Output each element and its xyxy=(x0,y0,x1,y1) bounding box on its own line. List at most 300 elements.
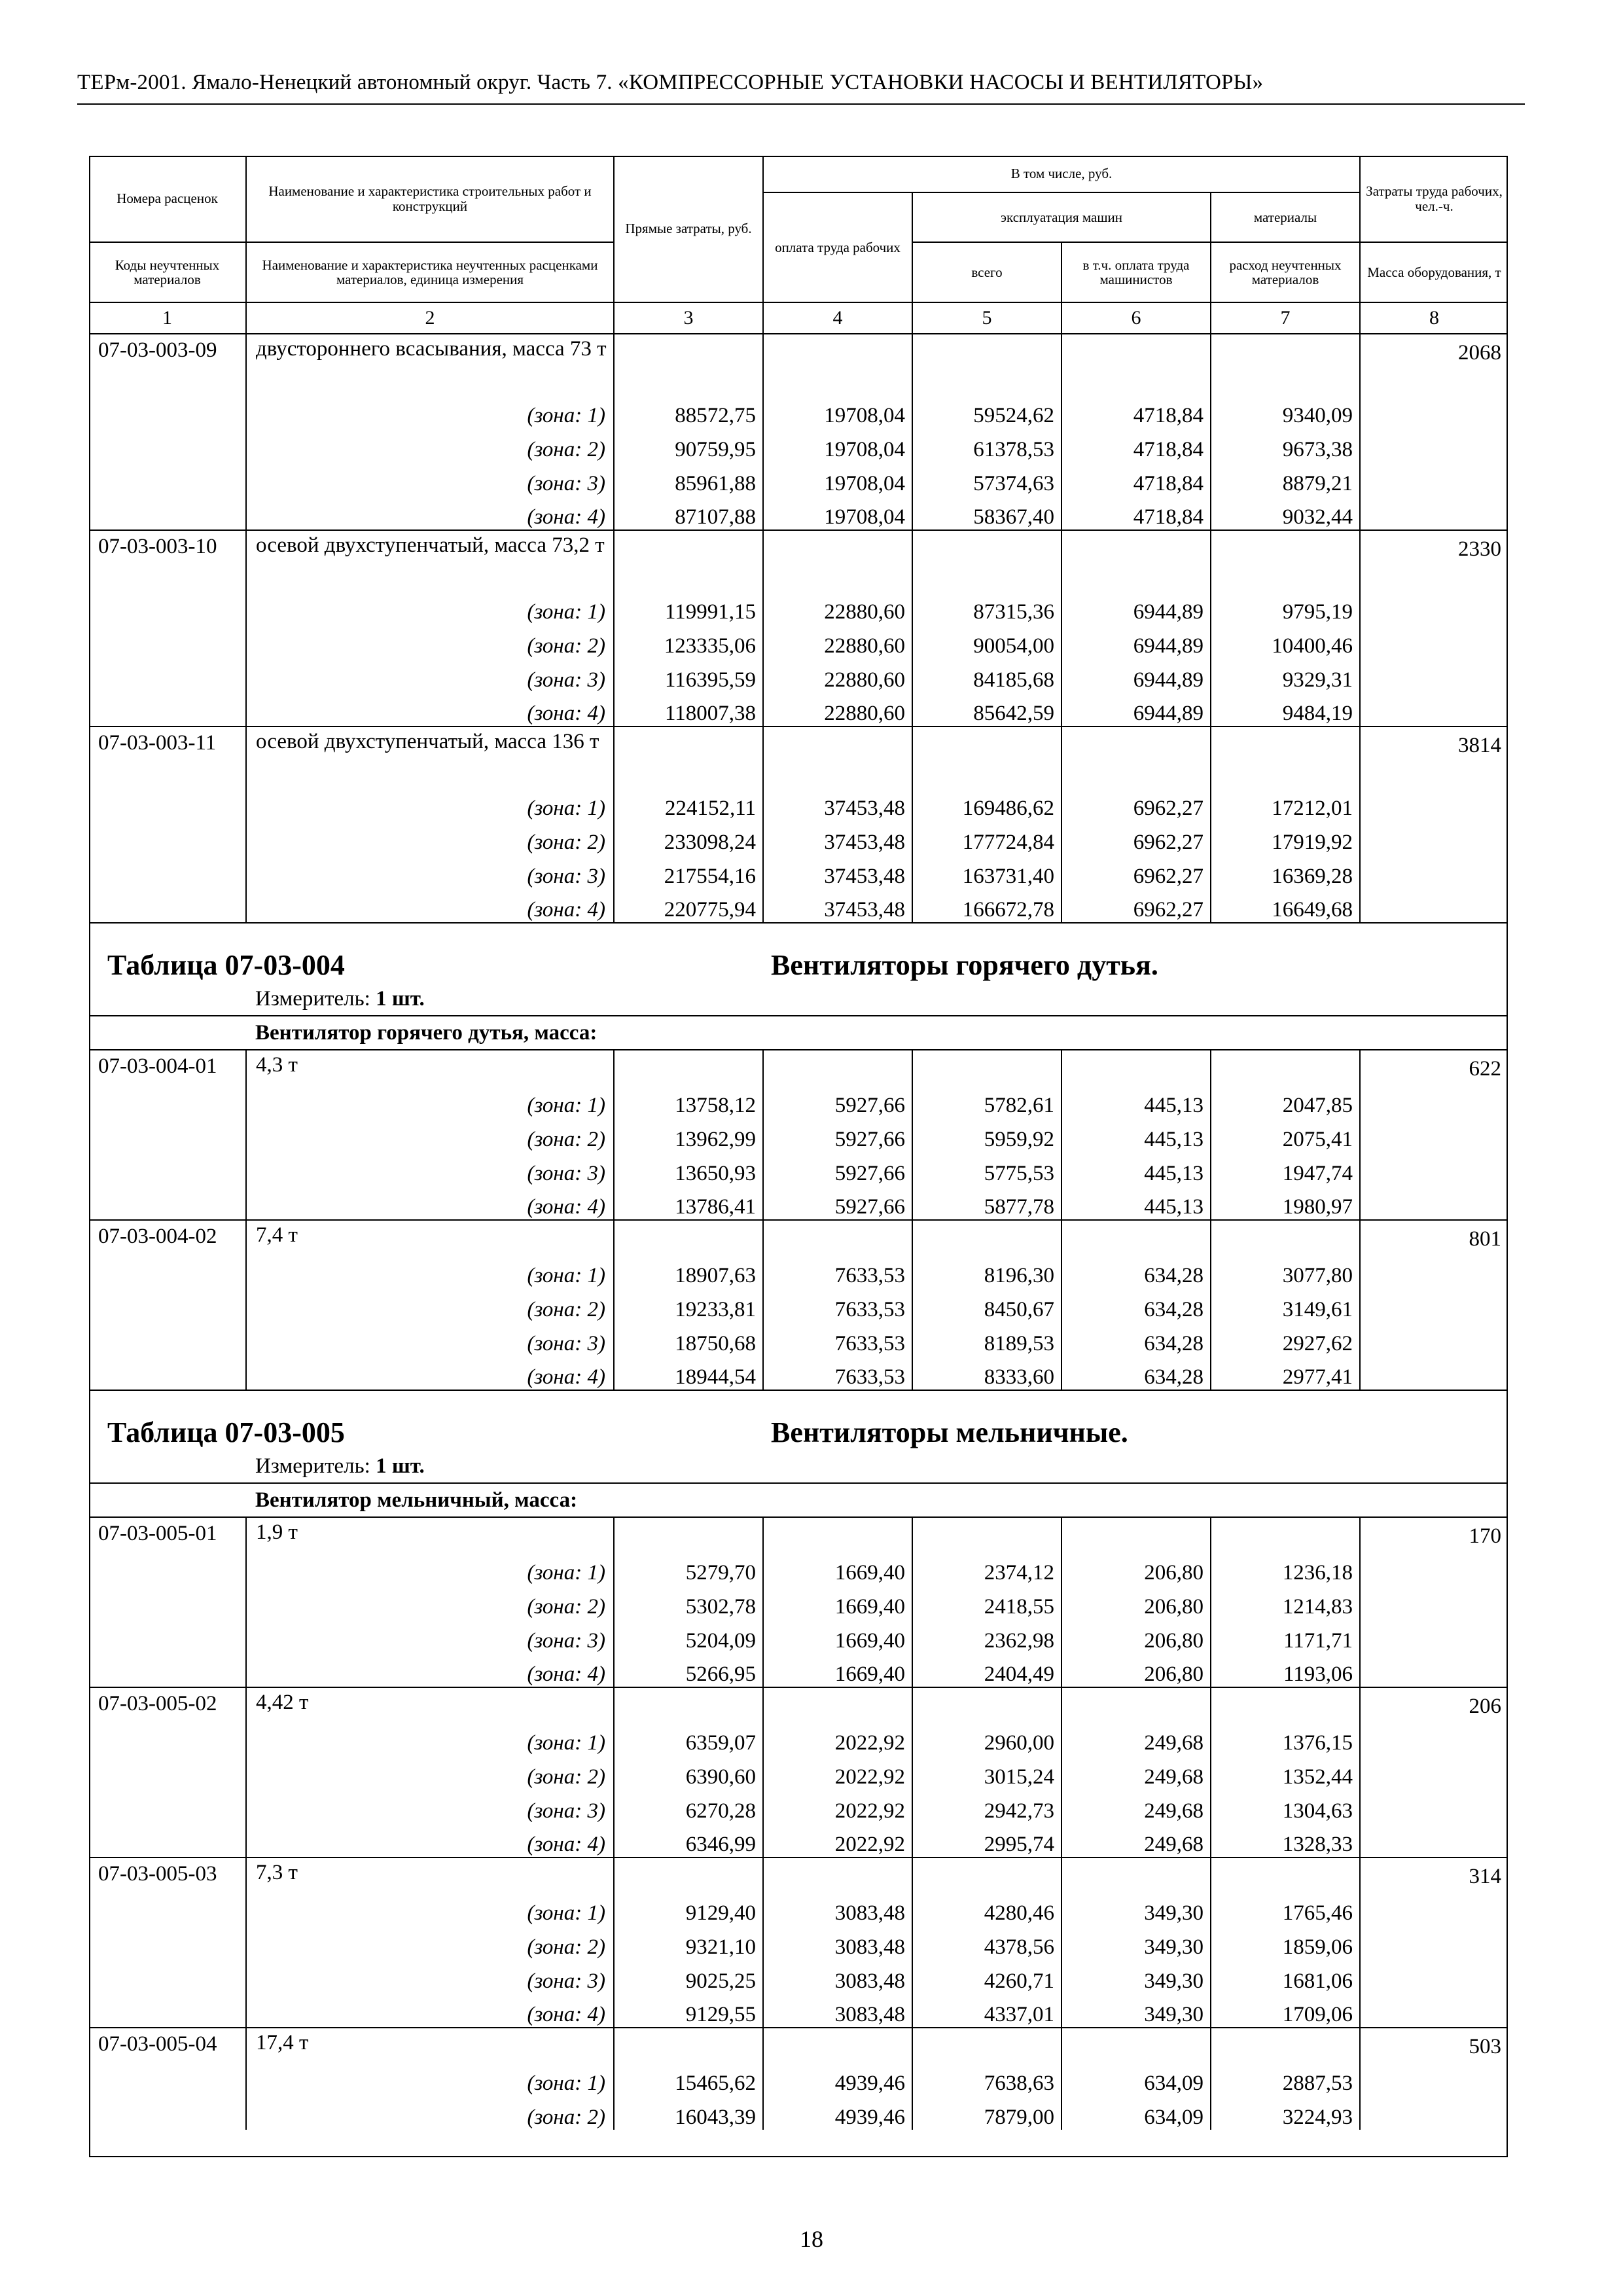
zone-row xyxy=(89,496,1508,530)
measure-label: Измеритель: xyxy=(255,1454,370,1478)
zone-value: 1193,06 xyxy=(1211,1653,1360,1687)
zone-value: 8879,21 xyxy=(1211,462,1360,496)
zone-value: 16369,28 xyxy=(1211,855,1360,889)
zone-row xyxy=(89,1653,1508,1687)
zone-value: 37453,48 xyxy=(763,787,912,821)
zone-value: 349,30 xyxy=(1061,1892,1211,1926)
zone-value: 206,80 xyxy=(1061,1551,1211,1585)
rate-name: 1,9 т xyxy=(246,1517,614,1551)
zone-value: 17212,01 xyxy=(1211,787,1360,821)
hdr-col2-bottom: Наименование и характеристика неучтенных расценками материалов, единица измерения xyxy=(246,242,614,302)
hdr-col2-top: Наименование и характеристика строительных работ и конструкций xyxy=(246,156,614,242)
zone-label: (зона: 2) xyxy=(246,821,614,855)
zone-value: 206,80 xyxy=(1061,1585,1211,1619)
rate-name: 7,4 т xyxy=(246,1220,614,1254)
zone-row xyxy=(89,1721,1508,1755)
hdr-col7: расход неучтенных материалов xyxy=(1211,242,1360,302)
rate-code: 07-03-003-11 xyxy=(89,726,246,787)
zone-value: 85961,88 xyxy=(614,462,763,496)
zone-label: (зона: 4) xyxy=(246,889,614,923)
zone-label: (зона: 3) xyxy=(246,1619,614,1653)
zone-value: 5927,66 xyxy=(763,1152,912,1186)
zone-value: 85642,59 xyxy=(912,692,1061,726)
zone-value: 163731,40 xyxy=(912,855,1061,889)
zone-value: 5959,92 xyxy=(912,1118,1061,1152)
equipment-mass: 2330 xyxy=(1360,530,1508,590)
zone-value: 6944,89 xyxy=(1061,590,1211,624)
hdr-col4: оплата труда рабочих xyxy=(763,192,912,302)
zone-value: 1376,15 xyxy=(1211,1721,1360,1755)
zone-value: 37453,48 xyxy=(763,889,912,923)
zone-value: 22880,60 xyxy=(763,692,912,726)
zone-value: 3149,61 xyxy=(1211,1288,1360,1322)
equipment-mass: 314 xyxy=(1360,1857,1508,1892)
table-number: Таблица 07-03-005 xyxy=(89,1390,763,1450)
zone-value: 4718,84 xyxy=(1061,496,1211,530)
zone-value: 5279,70 xyxy=(614,1551,763,1585)
zone-value: 2960,00 xyxy=(912,1721,1061,1755)
zone-value: 4718,84 xyxy=(1061,462,1211,496)
table-number: Таблица 07-03-004 xyxy=(89,923,763,983)
zone-value: 217554,16 xyxy=(614,855,763,889)
zone-value: 7633,53 xyxy=(763,1254,912,1288)
zone-value: 1681,06 xyxy=(1211,1960,1360,1994)
zone-value: 19708,04 xyxy=(763,462,912,496)
zone-row xyxy=(89,1926,1508,1960)
zone-value: 9129,40 xyxy=(614,1892,763,1926)
hdr-col5: всего xyxy=(912,242,1061,302)
zone-value: 8196,30 xyxy=(912,1254,1061,1288)
zone-value: 249,68 xyxy=(1061,1789,1211,1823)
zone-value: 13650,93 xyxy=(614,1152,763,1186)
group-heading: Вентилятор горячего дутья, масса: xyxy=(246,1016,1508,1050)
column-numbers-row xyxy=(89,302,1508,334)
rate-item-row xyxy=(89,1857,1508,1892)
zone-value: 6962,27 xyxy=(1061,787,1211,821)
measure xyxy=(246,1450,1508,1483)
group-heading: Вентилятор мельничный, масса: xyxy=(246,1483,1508,1517)
zone-value: 445,13 xyxy=(1061,1152,1211,1186)
zone-label: (зона: 2) xyxy=(246,1585,614,1619)
zone-value: 5927,66 xyxy=(763,1084,912,1118)
rate-code: 07-03-005-04 xyxy=(89,2028,246,2062)
rate-code: 07-03-005-02 xyxy=(89,1687,246,1721)
zone-value: 1765,46 xyxy=(1211,1892,1360,1926)
rate-name: двустороннего всасывания, масса 73 т xyxy=(246,334,614,394)
price-table xyxy=(89,156,1508,2130)
zone-value: 1709,06 xyxy=(1211,1994,1360,2028)
zone-label: (зона: 4) xyxy=(246,1653,614,1687)
zone-value: 9321,10 xyxy=(614,1926,763,1960)
zone-label: (зона: 2) xyxy=(246,1118,614,1152)
zone-value: 61378,53 xyxy=(912,428,1061,462)
zone-value: 6962,27 xyxy=(1061,821,1211,855)
zone-value: 634,28 xyxy=(1061,1288,1211,1322)
zone-row xyxy=(89,1892,1508,1926)
zone-value: 445,13 xyxy=(1061,1186,1211,1220)
zone-label: (зона: 4) xyxy=(246,1823,614,1857)
zone-value: 3077,80 xyxy=(1211,1254,1360,1288)
table-title-row xyxy=(89,1390,1508,1450)
zone-value: 5775,53 xyxy=(912,1152,1061,1186)
hdr-machines: эксплуатация машин xyxy=(912,192,1211,242)
zone-value: 3224,93 xyxy=(1211,2096,1360,2130)
measure-row xyxy=(89,983,1508,1016)
zone-row xyxy=(89,2096,1508,2130)
zone-value: 19233,81 xyxy=(614,1288,763,1322)
zone-value: 19708,04 xyxy=(763,496,912,530)
zone-row xyxy=(89,1356,1508,1390)
col-number: 2 xyxy=(246,302,614,334)
zone-value: 6390,60 xyxy=(614,1755,763,1789)
equipment-mass: 206 xyxy=(1360,1687,1508,1721)
zone-row xyxy=(89,2062,1508,2096)
zone-row xyxy=(89,1755,1508,1789)
zone-row xyxy=(89,889,1508,923)
zone-label: (зона: 4) xyxy=(246,1994,614,2028)
rate-code: 07-03-005-01 xyxy=(89,1517,246,1551)
zone-value: 4939,46 xyxy=(763,2062,912,2096)
zone-label: (зона: 2) xyxy=(246,2096,614,2130)
zone-value: 5927,66 xyxy=(763,1186,912,1220)
zone-value: 6944,89 xyxy=(1061,624,1211,658)
zone-label: (зона: 1) xyxy=(246,1084,614,1118)
rate-item-row xyxy=(89,530,1508,590)
zone-value: 5877,78 xyxy=(912,1186,1061,1220)
rate-item-row xyxy=(89,1220,1508,1254)
zone-value: 4939,46 xyxy=(763,2096,912,2130)
table-title-row xyxy=(89,923,1508,983)
equipment-mass: 2068 xyxy=(1360,334,1508,394)
zone-row xyxy=(89,1288,1508,1322)
zone-value: 87315,36 xyxy=(912,590,1061,624)
zone-label: (зона: 2) xyxy=(246,1755,614,1789)
zone-value: 169486,62 xyxy=(912,787,1061,821)
col-number: 3 xyxy=(614,302,763,334)
zone-value: 634,28 xyxy=(1061,1254,1211,1288)
zone-value: 18750,68 xyxy=(614,1322,763,1356)
zone-label: (зона: 3) xyxy=(246,1322,614,1356)
header-rule xyxy=(77,103,1525,105)
measure-row xyxy=(89,1450,1508,1483)
zone-value: 5927,66 xyxy=(763,1118,912,1152)
rate-item-row xyxy=(89,726,1508,787)
zone-label: (зона: 2) xyxy=(246,624,614,658)
zone-value: 7638,63 xyxy=(912,2062,1061,2096)
zone-label: (зона: 3) xyxy=(246,1789,614,1823)
zone-value: 7633,53 xyxy=(763,1322,912,1356)
zone-row xyxy=(89,1789,1508,1823)
zone-value: 37453,48 xyxy=(763,855,912,889)
zone-value: 1352,44 xyxy=(1211,1755,1360,1789)
zone-value: 22880,60 xyxy=(763,624,912,658)
zone-value: 2022,92 xyxy=(763,1755,912,1789)
zone-value: 634,28 xyxy=(1061,1356,1211,1390)
zone-value: 224152,11 xyxy=(614,787,763,821)
zone-value: 2022,92 xyxy=(763,1789,912,1823)
zone-value: 4280,46 xyxy=(912,1892,1061,1926)
zone-value: 9795,19 xyxy=(1211,590,1360,624)
equipment-mass: 170 xyxy=(1360,1517,1508,1551)
zone-label: (зона: 2) xyxy=(246,1288,614,1322)
zone-value: 233098,24 xyxy=(614,821,763,855)
zone-value: 3083,48 xyxy=(763,1960,912,1994)
zone-value: 13962,99 xyxy=(614,1118,763,1152)
measure-value: 1 шт. xyxy=(376,1454,425,1478)
group-heading-row xyxy=(89,1016,1508,1050)
zone-value: 7633,53 xyxy=(763,1356,912,1390)
zone-value: 445,13 xyxy=(1061,1084,1211,1118)
zone-value: 349,30 xyxy=(1061,1994,1211,2028)
hdr-in-total: В том числе, руб. xyxy=(763,156,1360,192)
col-number: 8 xyxy=(1360,302,1508,334)
zone-label: (зона: 1) xyxy=(246,1892,614,1926)
zone-row xyxy=(89,1551,1508,1585)
hdr-col1-bottom: Коды неучтенных материалов xyxy=(89,242,246,302)
zone-row xyxy=(89,1084,1508,1118)
rate-name: 7,3 т xyxy=(246,1857,614,1892)
zone-value: 1947,74 xyxy=(1211,1152,1360,1186)
zone-value: 84185,68 xyxy=(912,658,1061,692)
zone-value: 445,13 xyxy=(1061,1118,1211,1152)
zone-value: 17919,92 xyxy=(1211,821,1360,855)
zone-value: 9032,44 xyxy=(1211,496,1360,530)
zone-value: 220775,94 xyxy=(614,889,763,923)
rate-name: 4,3 т xyxy=(246,1050,614,1084)
zone-value: 118007,38 xyxy=(614,692,763,726)
zone-row xyxy=(89,787,1508,821)
zone-row xyxy=(89,1186,1508,1220)
zone-value: 2942,73 xyxy=(912,1789,1061,1823)
zone-value: 9340,09 xyxy=(1211,394,1360,428)
zone-value: 10400,46 xyxy=(1211,624,1360,658)
zone-value: 206,80 xyxy=(1061,1653,1211,1687)
zone-value: 206,80 xyxy=(1061,1619,1211,1653)
zone-value: 3083,48 xyxy=(763,1994,912,2028)
zone-value: 16043,39 xyxy=(614,2096,763,2130)
measure-value: 1 шт. xyxy=(376,987,425,1011)
rate-code: 07-03-003-09 xyxy=(89,334,246,394)
zone-value: 634,28 xyxy=(1061,1322,1211,1356)
col-number: 7 xyxy=(1211,302,1360,334)
zone-value: 1669,40 xyxy=(763,1585,912,1619)
col-number: 6 xyxy=(1061,302,1211,334)
col-number: 1 xyxy=(89,302,246,334)
rate-item-row xyxy=(89,334,1508,394)
zone-value: 3083,48 xyxy=(763,1892,912,1926)
zone-value: 6359,07 xyxy=(614,1721,763,1755)
zone-row xyxy=(89,1254,1508,1288)
zone-value: 2995,74 xyxy=(912,1823,1061,1857)
zone-label: (зона: 1) xyxy=(246,590,614,624)
zone-value: 1214,83 xyxy=(1211,1585,1360,1619)
zone-label: (зона: 4) xyxy=(246,1186,614,1220)
zone-value: 1171,71 xyxy=(1211,1619,1360,1653)
zone-value: 16649,68 xyxy=(1211,889,1360,923)
zone-value: 37453,48 xyxy=(763,821,912,855)
zone-label: (зона: 1) xyxy=(246,2062,614,2096)
zone-row xyxy=(89,462,1508,496)
hdr-col6: в т.ч. оплата труда машинистов xyxy=(1061,242,1211,302)
zone-value: 9129,55 xyxy=(614,1994,763,2028)
zone-row xyxy=(89,1585,1508,1619)
zone-value: 90054,00 xyxy=(912,624,1061,658)
zone-row xyxy=(89,624,1508,658)
zone-value: 5302,78 xyxy=(614,1585,763,1619)
zone-value: 1669,40 xyxy=(763,1619,912,1653)
rate-code: 07-03-003-10 xyxy=(89,530,246,590)
zone-value: 2418,55 xyxy=(912,1585,1061,1619)
zone-label: (зона: 2) xyxy=(246,1926,614,1960)
zone-label: (зона: 4) xyxy=(246,1356,614,1390)
zone-label: (зона: 3) xyxy=(246,658,614,692)
zone-value: 2362,98 xyxy=(912,1619,1061,1653)
zone-row xyxy=(89,428,1508,462)
hdr-col3: Прямые затраты, руб. xyxy=(614,156,763,302)
zone-value: 4718,84 xyxy=(1061,394,1211,428)
rate-item-row xyxy=(89,1517,1508,1551)
zone-value: 2404,49 xyxy=(912,1653,1061,1687)
zone-label: (зона: 1) xyxy=(246,394,614,428)
zone-label: (зона: 3) xyxy=(246,1960,614,1994)
zone-value: 2047,85 xyxy=(1211,1084,1360,1118)
zone-label: (зона: 3) xyxy=(246,1152,614,1186)
measure xyxy=(246,983,1508,1016)
rate-item-row xyxy=(89,1687,1508,1721)
zone-value: 13786,41 xyxy=(614,1186,763,1220)
zone-value: 58367,40 xyxy=(912,496,1061,530)
zone-value: 6944,89 xyxy=(1061,692,1211,726)
zone-value: 2022,92 xyxy=(763,1823,912,1857)
zone-value: 249,68 xyxy=(1061,1823,1211,1857)
zone-value: 6270,28 xyxy=(614,1789,763,1823)
zone-value: 18944,54 xyxy=(614,1356,763,1390)
zone-value: 166672,78 xyxy=(912,889,1061,923)
zone-label: (зона: 2) xyxy=(246,428,614,462)
zone-value: 3015,24 xyxy=(912,1755,1061,1789)
zone-value: 9484,19 xyxy=(1211,692,1360,726)
zone-row xyxy=(89,1960,1508,1994)
equipment-mass: 3814 xyxy=(1360,726,1508,787)
rate-item-row xyxy=(89,2028,1508,2062)
rate-item-row xyxy=(89,1050,1508,1084)
zone-value: 2887,53 xyxy=(1211,2062,1360,2096)
zone-value: 6346,99 xyxy=(614,1823,763,1857)
zone-value: 249,68 xyxy=(1061,1721,1211,1755)
zone-value: 1859,06 xyxy=(1211,1926,1360,1960)
zone-value: 2927,62 xyxy=(1211,1322,1360,1356)
zone-value: 22880,60 xyxy=(763,658,912,692)
zone-label: (зона: 1) xyxy=(246,787,614,821)
zone-row xyxy=(89,692,1508,726)
zone-row xyxy=(89,821,1508,855)
hdr-col8-bottom: Масса оборудования, т xyxy=(1360,242,1508,302)
col-number: 5 xyxy=(912,302,1061,334)
equipment-mass: 801 xyxy=(1360,1220,1508,1254)
col-number: 4 xyxy=(763,302,912,334)
group-heading-row xyxy=(89,1483,1508,1517)
zone-label: (зона: 1) xyxy=(246,1721,614,1755)
zone-value: 1669,40 xyxy=(763,1551,912,1585)
zone-value: 2374,12 xyxy=(912,1551,1061,1585)
zone-value: 4260,71 xyxy=(912,1960,1061,1994)
zone-value: 4337,01 xyxy=(912,1994,1061,2028)
rate-code: 07-03-004-02 xyxy=(89,1220,246,1254)
zone-value: 6962,27 xyxy=(1061,889,1211,923)
zone-value: 9673,38 xyxy=(1211,428,1360,462)
zone-label: (зона: 4) xyxy=(246,496,614,530)
zone-value: 6944,89 xyxy=(1061,658,1211,692)
zone-label: (зона: 1) xyxy=(246,1254,614,1288)
zone-value: 1236,18 xyxy=(1211,1551,1360,1585)
equipment-mass: 622 xyxy=(1360,1050,1508,1084)
equipment-mass: 503 xyxy=(1360,2028,1508,2062)
zone-value: 349,30 xyxy=(1061,1926,1211,1960)
zone-row xyxy=(89,590,1508,624)
zone-value: 9025,25 xyxy=(614,1960,763,1994)
rate-name: 4,42 т xyxy=(246,1687,614,1721)
zone-row xyxy=(89,1152,1508,1186)
zone-value: 13758,12 xyxy=(614,1084,763,1118)
zone-value: 57374,63 xyxy=(912,462,1061,496)
zone-value: 7879,00 xyxy=(912,2096,1061,2130)
rate-code: 07-03-005-03 xyxy=(89,1857,246,1892)
zone-row xyxy=(89,1994,1508,2028)
zone-label: (зона: 3) xyxy=(246,855,614,889)
zone-value: 9329,31 xyxy=(1211,658,1360,692)
zone-value: 249,68 xyxy=(1061,1755,1211,1789)
zone-value: 8333,60 xyxy=(912,1356,1061,1390)
zone-row xyxy=(89,1118,1508,1152)
zone-value: 1328,33 xyxy=(1211,1823,1360,1857)
zone-row xyxy=(89,1619,1508,1653)
page-number: 18 xyxy=(800,2226,823,2252)
zone-value: 123335,06 xyxy=(614,624,763,658)
zone-label: (зона: 4) xyxy=(246,692,614,726)
zone-value: 1669,40 xyxy=(763,1653,912,1687)
zone-value: 116395,59 xyxy=(614,658,763,692)
zone-value: 1980,97 xyxy=(1211,1186,1360,1220)
zone-value: 2022,92 xyxy=(763,1721,912,1755)
zone-value: 4718,84 xyxy=(1061,428,1211,462)
zone-row xyxy=(89,1823,1508,1857)
zone-value: 7633,53 xyxy=(763,1288,912,1322)
zone-value: 4378,56 xyxy=(912,1926,1061,1960)
zone-value: 634,09 xyxy=(1061,2062,1211,2096)
hdr-col8-top: Затраты труда рабочих, чел.-ч. xyxy=(1360,156,1508,242)
rate-name: осевой двухступенчатый, масса 136 т xyxy=(246,726,614,787)
zone-value: 59524,62 xyxy=(912,394,1061,428)
zone-value: 5782,61 xyxy=(912,1084,1061,1118)
zone-value: 15465,62 xyxy=(614,2062,763,2096)
zone-value: 22880,60 xyxy=(763,590,912,624)
zone-value: 5204,09 xyxy=(614,1619,763,1653)
zone-label: (зона: 1) xyxy=(246,1551,614,1585)
zone-label: (зона: 3) xyxy=(246,462,614,496)
rate-code: 07-03-004-01 xyxy=(89,1050,246,1084)
rate-name: 17,4 т xyxy=(246,2028,614,2062)
zone-row xyxy=(89,855,1508,889)
zone-value: 19708,04 xyxy=(763,394,912,428)
zone-value: 18907,63 xyxy=(614,1254,763,1288)
zone-value: 19708,04 xyxy=(763,428,912,462)
zone-row xyxy=(89,394,1508,428)
zone-value: 88572,75 xyxy=(614,394,763,428)
zone-value: 1304,63 xyxy=(1211,1789,1360,1823)
hdr-materials: материалы xyxy=(1211,192,1360,242)
zone-value: 8189,53 xyxy=(912,1322,1061,1356)
zone-row xyxy=(89,1322,1508,1356)
